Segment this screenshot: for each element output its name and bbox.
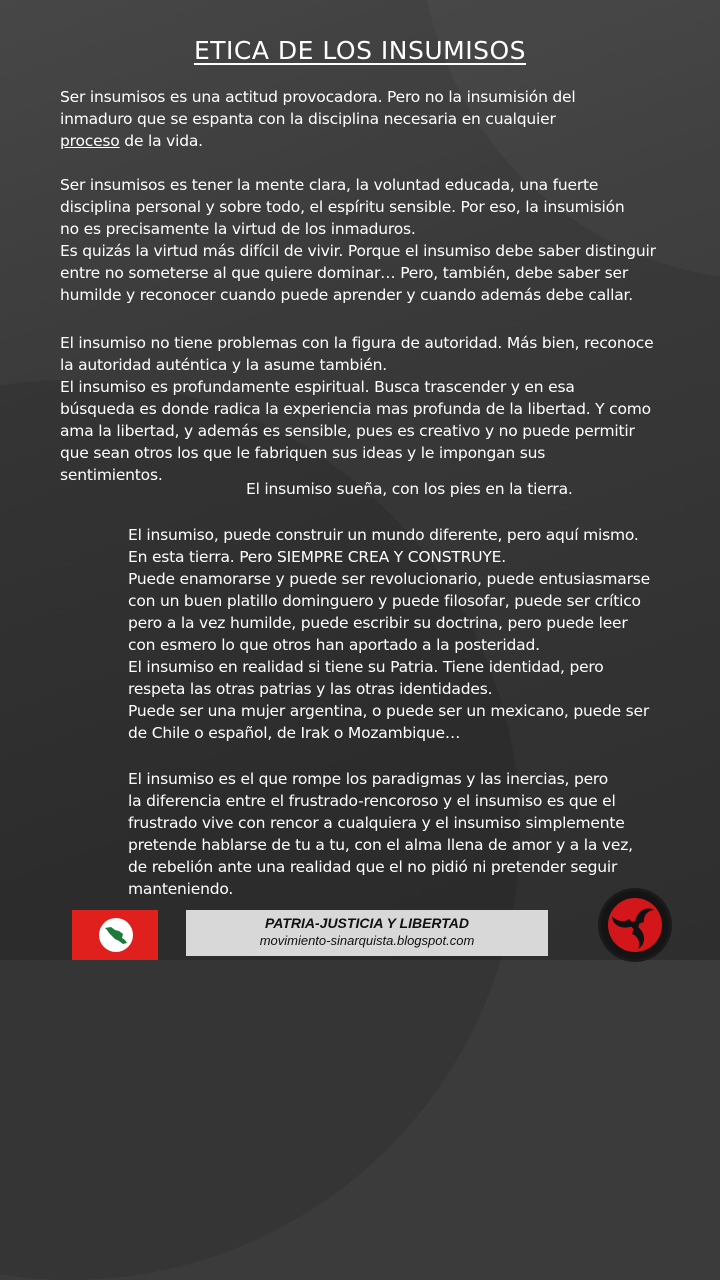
text-line: El insumiso no tiene problemas con la figura de autoridad. Más bien, reconoce bbox=[60, 334, 654, 352]
footer-banner bbox=[186, 910, 548, 956]
text-line: Ser insumisos es tener la mente clara, la voluntad educada, una fuerte bbox=[60, 176, 599, 194]
text-line: frustrado vive con rencor a cualquiera y el insumiso simplemente bbox=[128, 814, 625, 832]
text-line: En esta tierra. Pero SIEMPRE CREA Y CONSTRUYE. bbox=[128, 548, 506, 566]
sinarquista-triskele-logo-icon bbox=[598, 888, 672, 962]
text-line: El insumiso es profundamente espiritual. Busca trascender y en esa bbox=[60, 378, 575, 396]
text-line: disciplina personal y sobre todo, el espíritu sensible. Por eso, la insumisión bbox=[60, 198, 625, 216]
text-line: pretende hablarse de tu a tu, con el alma llena de amor y a la vez, bbox=[128, 836, 633, 854]
text-line: de rebelión ante una realidad que el no pidió ni pretender seguir bbox=[128, 858, 618, 876]
text-line: El insumiso en realidad si tiene su Patria. Tiene identidad, pero bbox=[128, 658, 604, 676]
underlined-word: proceso bbox=[60, 132, 120, 150]
mexico-flag-emblem-icon bbox=[72, 910, 158, 960]
text-line: con un buen platillo dominguero y puede filosofar, puede ser crítico bbox=[128, 592, 641, 610]
text-line: Es quizás la virtud más difícil de vivir. Porque el insumiso debe saber distinguir bbox=[60, 242, 656, 260]
text-line: de Chile o español, de Irak o Mozambique… bbox=[128, 724, 461, 742]
text-line: con esmero lo que otros han aportado a la posteridad. bbox=[128, 636, 540, 654]
text-line: El insumiso es el que rompe los paradigmas y las inercias, pero bbox=[128, 770, 609, 788]
motto-line: El insumiso sueña, con los pies en la tierra. bbox=[246, 480, 573, 498]
mexico-map-icon bbox=[102, 921, 130, 949]
paragraph-intro bbox=[60, 86, 576, 152]
text-line bbox=[60, 130, 576, 152]
footer-url[interactable]: movimiento-sinarquista.blogspot.com bbox=[259, 933, 475, 948]
text-line: inmaduro que se espanta con la disciplina necesaria en cualquier bbox=[60, 110, 556, 128]
text-line: la diferencia entre el frustrado-rencoroso y el insumiso es que el bbox=[128, 792, 616, 810]
footer-motto: PATRIA-JUSTICIA Y LIBERTAD bbox=[264, 915, 470, 931]
paragraph-builder bbox=[128, 524, 650, 744]
paragraph-authority bbox=[60, 332, 653, 486]
text-line: pero a la vez humilde, puede escribir su doctrina, pero puede leer bbox=[128, 614, 628, 632]
text-line: respeta las otras patrias y las otras identidades. bbox=[128, 680, 493, 698]
page-title: ETICA DE LOS INSUMISOS bbox=[193, 36, 527, 65]
text-line: entre no someterse al que quiere dominar… Pero, también, debe saber ser bbox=[60, 264, 629, 282]
text-line: humilde y reconocer cuando puede aprender y cuando además debe callar. bbox=[60, 286, 633, 304]
text-line: manteniendo. bbox=[128, 880, 234, 898]
flag-white-disc bbox=[99, 918, 133, 952]
text-line: Puede enamorarse y puede ser revolucionario, puede entusiasmarse bbox=[128, 570, 650, 588]
text-line: que sean otros los que le fabriquen sus ideas y le impongan sus bbox=[60, 444, 546, 462]
triskele-icon bbox=[598, 888, 672, 962]
text-line: Ser insumisos es una actitud provocadora. Pero no la insumisión del bbox=[60, 88, 576, 106]
text-fragment: de la vida. bbox=[119, 132, 203, 150]
paragraph-paradigms bbox=[128, 768, 633, 900]
text-line: no es precisamente la virtud de los inmaduros. bbox=[60, 220, 416, 238]
text-line: Puede ser una mujer argentina, o puede ser un mexicano, puede ser bbox=[128, 702, 650, 720]
text-line: la autoridad auténtica y la asume también. bbox=[60, 356, 387, 374]
text-line: El insumiso, puede construir un mundo diferente, pero aquí mismo. bbox=[128, 526, 639, 544]
flag-red-field bbox=[72, 910, 158, 960]
text-line: búsqueda es donde radica la experiencia mas profunda de la libertad. Y como bbox=[60, 400, 651, 418]
text-line: ama la libertad, y además es sensible, pues es creativo y no puede permitir bbox=[60, 422, 635, 440]
text-line: sentimientos. bbox=[60, 466, 163, 484]
paragraph-discipline bbox=[60, 174, 656, 306]
